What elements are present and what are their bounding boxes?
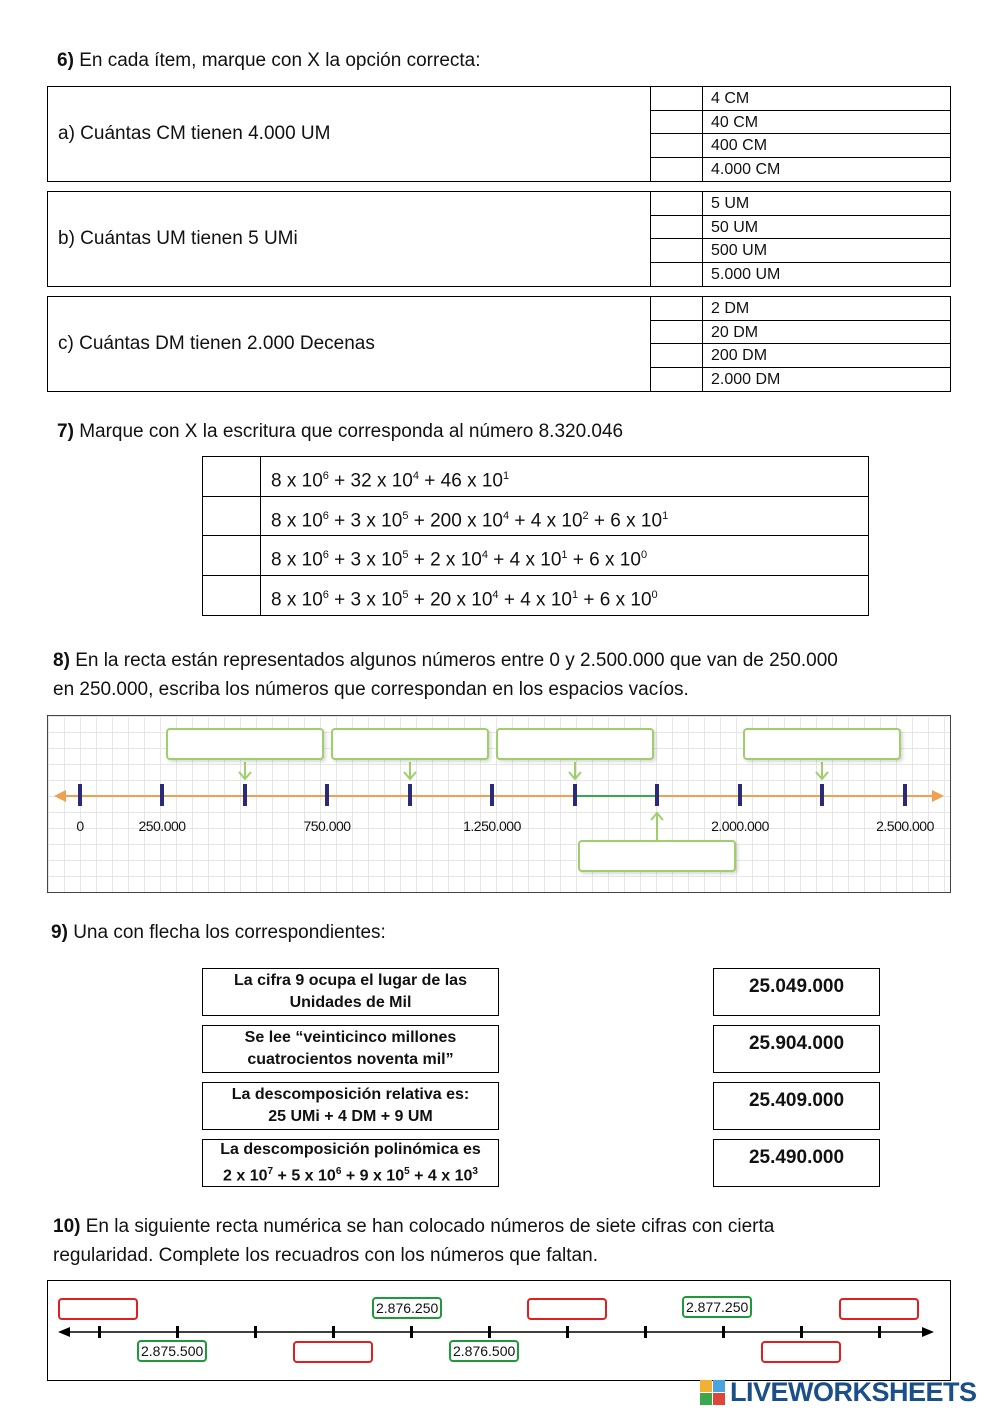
q6-check-cell[interactable]: [651, 158, 703, 182]
q10-title: [53, 1212, 774, 1270]
q10-empty-box[interactable]: [839, 1298, 919, 1320]
q8-instruction-line1: En la recta están representados algunos números entre 0 y 2.500.000 que van de 250.000: [75, 650, 838, 671]
q10-tick: [488, 1326, 491, 1338]
q9-number-box[interactable]: 25.409.000: [713, 1082, 880, 1130]
q7-check-cell[interactable]: [203, 497, 261, 536]
q7-option-row: [203, 536, 868, 576]
q9-statement-box[interactable]: [202, 968, 499, 1016]
q6-item-question: c) Cuántas DM tienen 2.000 Decenas: [58, 333, 375, 354]
q6-check-column: [650, 192, 703, 286]
q8-number-line-frame: [47, 715, 951, 893]
q9-statement-line: Se lee “veinticinco millones: [244, 1029, 457, 1046]
q8-tick: [160, 784, 164, 806]
q9-number-box[interactable]: 25.049.000: [713, 968, 880, 1016]
q6-check-cell[interactable]: [651, 87, 703, 111]
q8-tick: [325, 784, 329, 806]
q7-expression: 8 x $10^6 + 3$ x $10^5 + 20$ x $10^4 + 4$ x $10^1 + 6$ x $10^0$: [271, 588, 658, 610]
q8-tick-label: 2.500.000: [876, 818, 934, 834]
q6-option: 4 CM: [703, 87, 951, 111]
q7-check-cell[interactable]: [203, 457, 261, 496]
q6-option: 400 CM: [703, 134, 951, 158]
q8-tick: [78, 784, 82, 806]
q10-empty-box[interactable]: [58, 1298, 138, 1320]
q9-statement-box[interactable]: [202, 1082, 499, 1130]
q7-check-cell[interactable]: [203, 576, 261, 616]
q6-check-cell[interactable]: [651, 344, 703, 368]
q8-arrow-left: [54, 790, 66, 802]
q6-options-column: [702, 87, 951, 181]
q8-tick-label: 250.000: [138, 818, 186, 834]
q9-statement-line: cuatrocientos noventa mil”: [247, 1051, 454, 1068]
q7-option-row: [203, 457, 868, 497]
q8-tick: [573, 784, 577, 806]
q8-pointer-arrow-up: [651, 813, 663, 840]
q8-tick-label: 750.000: [303, 818, 351, 834]
q7-option-row: [203, 576, 868, 616]
q9-statement-line: Unidades de Mil: [289, 994, 412, 1011]
q6-check-cell[interactable]: [651, 192, 703, 216]
q8-tick: [243, 784, 247, 806]
q8-pointer-arrow: [816, 762, 828, 779]
q9-statement-line: La descomposición polinómica es: [220, 1140, 481, 1158]
q10-given-box: 2.876.250: [372, 1297, 442, 1319]
q8-answer-box-1750000[interactable]: [578, 840, 736, 872]
q8-tick-label: 1.250.000: [463, 818, 521, 834]
q10-number-line-frame: [47, 1280, 951, 1381]
q10-tick: [722, 1326, 725, 1338]
q6-check-cell[interactable]: [651, 297, 703, 321]
q9-statement-line: La cifra 9 ocupa el lugar de las: [234, 972, 467, 989]
q7-instruction: Marque con X la escritura que corresponda al número 8.320.046: [79, 421, 624, 442]
q10-tick: [176, 1326, 179, 1338]
liveworksheets-logo: [700, 1377, 977, 1408]
q10-arrow-left: [58, 1327, 70, 1337]
q6-item-question: b) Cuántas UM tienen 5 UMi: [58, 228, 298, 249]
q6-item-table: [47, 296, 951, 392]
q10-tick: [878, 1326, 881, 1338]
q8-tick-label: 2.000.000: [711, 818, 769, 834]
q9-instruction: Una con flecha los correspondientes:: [73, 922, 386, 943]
q8-pointer-arrow: [404, 762, 416, 779]
q10-tick: [566, 1326, 569, 1338]
q8-instruction-line2: en 250.000, escriba los números que correspondan en los espacios vacíos.: [53, 679, 689, 700]
q7-option-row: [203, 497, 868, 537]
q7-options-table: [202, 456, 869, 616]
q6-option: 50 UM: [703, 216, 951, 240]
logo-mark-icon: [700, 1380, 726, 1406]
q6-option: 5 UM: [703, 192, 951, 216]
q10-tick: [98, 1326, 101, 1338]
q6-check-cell[interactable]: [651, 263, 703, 287]
q8-answer-box-1000000[interactable]: [331, 728, 489, 760]
q6-number: 6): [57, 50, 74, 71]
q10-tick: [644, 1326, 647, 1338]
q7-expression: 8 x $10^6 + 32$ x $10^4 + 46$ x $10^1$: [271, 470, 510, 492]
q6-option: 20 DM: [703, 321, 951, 345]
q6-option: 2 DM: [703, 297, 951, 321]
q10-tick: [254, 1326, 257, 1338]
q8-answer-box-500000[interactable]: [166, 728, 324, 760]
q10-given-box: 2.876.500: [449, 1340, 519, 1362]
q6-check-cell[interactable]: [651, 368, 703, 392]
q10-given-box: 2.875.500: [137, 1340, 207, 1362]
q6-option: 40 CM: [703, 111, 951, 135]
q9-statement-box[interactable]: [202, 1139, 499, 1187]
q6-check-cell[interactable]: [651, 239, 703, 263]
q8-answer-box-2250000[interactable]: [743, 728, 901, 760]
q6-check-cell[interactable]: [651, 134, 703, 158]
q9-number-box[interactable]: 25.490.000: [713, 1139, 880, 1187]
q10-tick: [332, 1326, 335, 1338]
q9-statement-box[interactable]: [202, 1025, 499, 1073]
q8-tick-label: 0: [76, 818, 84, 834]
q10-instruction-line1: En la siguiente recta numérica se han colocado números de siete cifras con cierta: [85, 1216, 775, 1237]
q10-number: 10): [53, 1216, 81, 1237]
q8-tick: [655, 784, 659, 806]
q8-tick: [903, 784, 907, 806]
q8-arrow-right: [932, 790, 944, 802]
q9-statement-line: 25 UMi + 4 DM + 9 UM: [268, 1108, 433, 1125]
q10-instruction-line2: regularidad. Complete los recuadros con los números que faltan.: [53, 1245, 598, 1266]
q9-statement-line: 2 x $10^7 + 5$ x $10^6 + 9$ x $10^5 + 4$ x $10^3$: [223, 1165, 478, 1185]
q6-check-cell[interactable]: [651, 216, 703, 240]
q9-statement-line: La descomposición relativa es:: [231, 1086, 470, 1103]
q6-instruction: En cada ítem, marque con X la opción correcta:: [79, 50, 481, 71]
q10-tick: [410, 1326, 413, 1338]
q6-option: 5.000 UM: [711, 265, 781, 283]
q6-options-column: [702, 192, 951, 286]
q6-check-cell[interactable]: [651, 111, 703, 135]
q8-pointer-arrow: [239, 762, 251, 779]
q6-item-table: [47, 86, 951, 182]
q10-empty-box[interactable]: [293, 1341, 373, 1363]
q7-expression: 8 x $10^6 + 3$ x $10^5 + 2$ x $10^4 + 4$ x $10^1 + 6$ x $10^0$: [271, 549, 648, 571]
q10-arrow-right: [922, 1327, 934, 1337]
q6-option: 500 UM: [703, 239, 951, 263]
q6-check-cell[interactable]: [651, 321, 703, 345]
logo-text: LIVEWORKSHEETS: [730, 1377, 977, 1407]
q10-empty-box[interactable]: [527, 1298, 607, 1320]
q7-number: 7): [57, 421, 74, 442]
q8-number: 8): [53, 650, 70, 671]
q9-number: 9): [51, 922, 68, 943]
q6-option: 200 DM: [703, 344, 951, 368]
q7-title: [57, 421, 623, 443]
q6-check-column: [650, 87, 703, 181]
q8-title: [53, 646, 838, 704]
q9-title: [51, 922, 386, 944]
q10-empty-box[interactable]: [761, 1341, 841, 1363]
q6-option: 4.000 CM: [711, 160, 781, 178]
q7-check-cell[interactable]: [203, 536, 261, 575]
q8-answer-box-1500000[interactable]: [496, 728, 654, 760]
q10-given-box: 2.877.250: [682, 1296, 752, 1318]
q10-number-line: [48, 1281, 950, 1380]
q8-tick: [738, 784, 742, 806]
q6-check-column: [650, 297, 703, 391]
q7-expression: 8 x $10^6 + 3$ x $10^5 + 200$ x $10^4 + 4$ x $10^2 + 6$ x $10^1$: [271, 509, 669, 531]
q6-item-table: [47, 191, 951, 287]
q8-tick: [408, 784, 412, 806]
q9-number-box[interactable]: 25.904.000: [713, 1025, 880, 1073]
q8-tick: [820, 784, 824, 806]
q6-title: [57, 50, 481, 72]
q6-item-question: a) Cuántas CM tienen 4.000 UM: [58, 123, 331, 144]
q6-option: 2.000 DM: [711, 370, 781, 388]
q8-tick: [490, 784, 494, 806]
q8-pointer-arrow: [569, 762, 581, 779]
q6-options-column: [702, 297, 951, 391]
q10-tick: [800, 1326, 803, 1338]
